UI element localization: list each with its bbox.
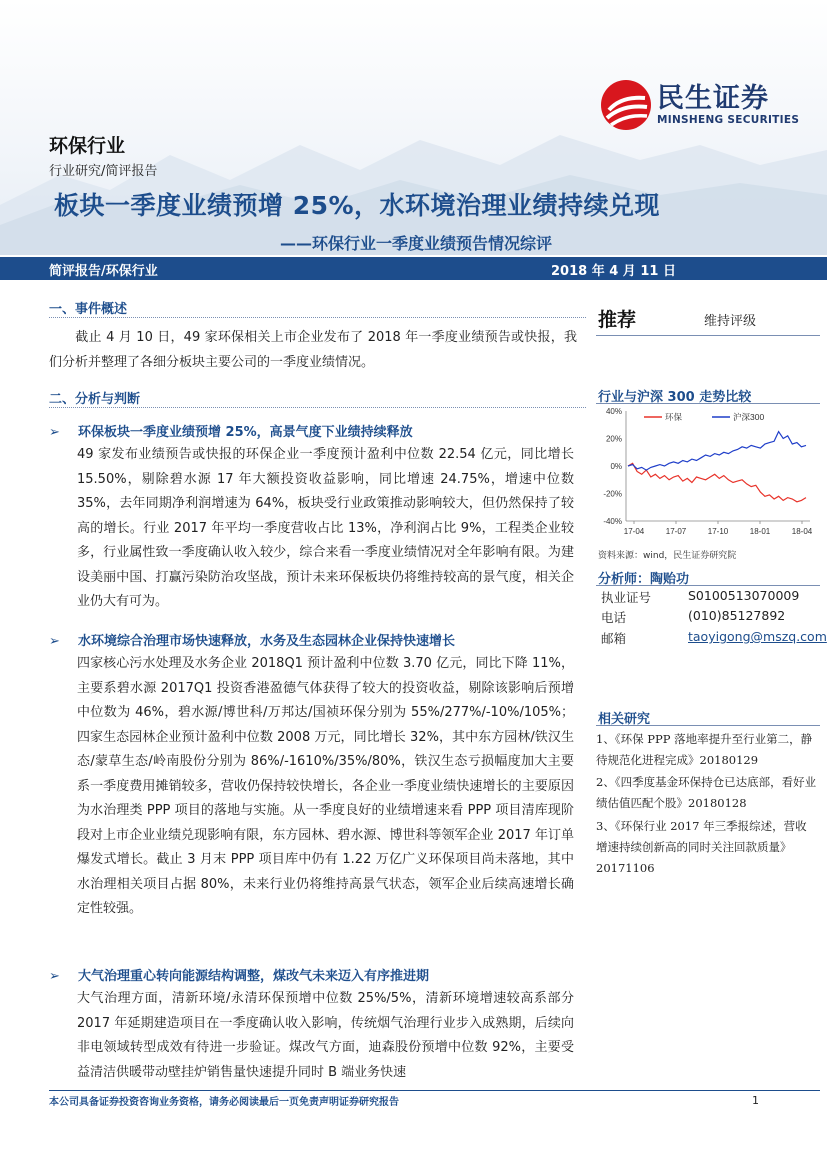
research-item-2[interactable]: 2、《四季度基金环保持仓已达底部，看好业绩估值匹配个股》20180128 (596, 775, 817, 810)
title-band (0, 257, 827, 280)
x-tick-label: 18-01 (749, 527, 771, 536)
footer-divider (49, 1090, 820, 1091)
research-heading: 相关研究 (598, 712, 651, 727)
bullet-heading-2: ➢ 水环境综合治理市场快速释放，水务及生态园林企业保持快速增长 (49, 634, 456, 649)
arrow-bullet-icon: ➢ (49, 969, 60, 984)
y-tick-label: -40% (603, 517, 622, 526)
arrow-bullet-icon: ➢ (49, 634, 60, 649)
phone-value: (010)85127892 (688, 608, 786, 623)
rating: 维持评级 (704, 314, 757, 329)
divider (596, 335, 820, 336)
x-tick-label: 17-04 (623, 527, 645, 536)
footer-disclaimer: 本公司具备证券投资咨询业务资格，请务必阅读最后一页免责声明证券研究报告 (49, 1097, 399, 1108)
bullet-heading-1: ➢ 环保板块一季度业绩预增 25%，高景气度下业绩持续释放 (49, 425, 413, 440)
license-value: S0100513070009 (688, 588, 800, 603)
report-date: 2018 年 4 月 11 日 (551, 264, 676, 279)
y-tick-label: -20% (603, 489, 622, 499)
section-1-title: 一、事件概述 (49, 302, 128, 317)
industry-label: 环保行业 (49, 135, 126, 157)
bullet-3-text: 大气治理方面，清新环境/永清环保预增中位数 25%/5%，清新环境增速较高系部分 2017 年延期建造项目在一季度确认收入影响，传统烟气治理行业步入成熟期，后续向非电领域转型成效有待进一步验证。煤改气方面，迪森股份预增中位数 92%，主要受益清洁供暖带动壁挂炉销售量快速提升同时 B 端业务快速 (77, 991, 574, 1080)
legend-label: 沪深300 (733, 412, 765, 422)
chart-source: 资料来源：wind，民生证券研究院 (598, 551, 737, 561)
report-title: 板块一季度业绩预增 25%，水环境治理业绩持续兑现 (54, 191, 661, 220)
email-link[interactable]: taoyigong@mszq.com (688, 629, 827, 644)
arrow-bullet-icon: ➢ (49, 425, 60, 440)
report-type: 行业研究/简评报告 (49, 164, 158, 179)
series-line-hs300 (628, 432, 806, 471)
section-1-paragraph: 截止 4 月 10 日，49 家环保相关上市企业发布了 2018 年一季度业绩预告或快报，我们分析并整理了各细分板块主要公司的一季度业绩情况。 (49, 330, 577, 370)
logo-mark-icon (601, 80, 651, 130)
x-tick-label: 17-10 (707, 527, 729, 536)
band-category: 简评报告/环保行业 (49, 264, 158, 279)
divider (596, 725, 820, 726)
brand-name-en: MINSHENG SECURITIES (657, 114, 800, 126)
x-tick-label: 18-04 (791, 527, 813, 536)
recommendation: 推荐 (598, 309, 637, 331)
y-tick-label: 0% (610, 462, 622, 471)
bullet-2-text: 四家核心污水处理及水务企业 2018Q1 预计盈利中位数 3.70 亿元，同比下降 11%，主要系碧水源 2017Q1 投资香港盈德气体获得了较大的投资收益，剔除该影响后预增中位数为 46%，碧水源/博世科/万邦达/国祯环保分别为 55%/277%/-10%/105%；四家生态园林企业预计盈利中位数 2008 万元，同比增长 32%，其中东方园林/铁汉生态/蒙草生态/岭南股份分别为 86%/-1610%/35%/80%，铁汉生态亏损幅度加大主要系一季度费用摊销较多，营收仍保持较快增长，各企业一季度业绩快速增长的主要原因为水治理类 PPP 项目的落地与实施。从一季度良好的业绩增速来看 PPP 项目清库现阶段对上市企业业绩兑现影响有限，东方园林、碧水源、博世科等领军企业 2017 年订单爆发式增长。截止 3 月末 PPP 项目库中仍有 1.22 万亿广义环保项目尚未落地，其中水治理相关项目占据 80%，未来行业仍将维持高景气状态，领军企业后续高速增长确定性较强。 (77, 656, 574, 916)
research-item-1[interactable]: 1、《环保 PPP 落地率提升至行业第二，静待规范化进程完成》20180129 (596, 732, 813, 767)
y-tick-label: 40% (605, 407, 622, 416)
page-number: 1 (752, 1094, 759, 1107)
chart-heading: 行业与沪深 300 走势比较 (598, 390, 752, 405)
research-item-3[interactable]: 3、《环保行业 2017 年三季报综述，营收增速持续创新高的同时关注回款质量》20171106 (596, 819, 807, 875)
x-tick-label: 17-07 (665, 527, 687, 536)
analyst-heading: 分析师：陶贻功 (598, 572, 690, 587)
report-subtitle: ——环保行业一季度业绩预告情况综评 (280, 234, 553, 253)
bullet-heading-3: ➢ 大气治理重心转向能源结构调整，煤改气未来迈入有序推进期 (49, 969, 430, 984)
license-label: 执业证号 (601, 590, 652, 605)
series-line-env (628, 463, 806, 502)
brand-logo (601, 80, 799, 130)
bullet-1-text: 49 家发布业绩预告或快报的环保企业一季度预计盈利中位数 22.54 亿元，同比增长 15.50%，剔除碧水源 17 年大额投资收益影响，同比增速 24.75%，增速中位数 35%，去年同期净利润增速为 64%，板块受行业政策推动影响较大，但仍然保持了较高的增长。行业 2017 年平均一季度营收占比 13%，净利润占比 9%，工程类企业较多，行业属性致一季度确认收入较少，综合来看一季度业绩情况对全年影响有限。为建设美丽中国、打赢污染防治攻坚战，预计未来环保板块仍将维持较高的景气度，相关企业仍大有可为。 (77, 447, 574, 609)
trend-chart (596, 403, 820, 543)
y-tick-label: 20% (605, 434, 622, 444)
divider (49, 317, 586, 318)
divider (49, 407, 586, 408)
phone-label: 电话 (601, 610, 627, 625)
legend-label: 环保 (665, 412, 683, 422)
section-2-title: 二、分析与判断 (49, 392, 141, 407)
divider (596, 585, 820, 586)
brand-name-cn: 民生证券 (657, 83, 769, 114)
email-label: 邮箱 (601, 631, 627, 646)
